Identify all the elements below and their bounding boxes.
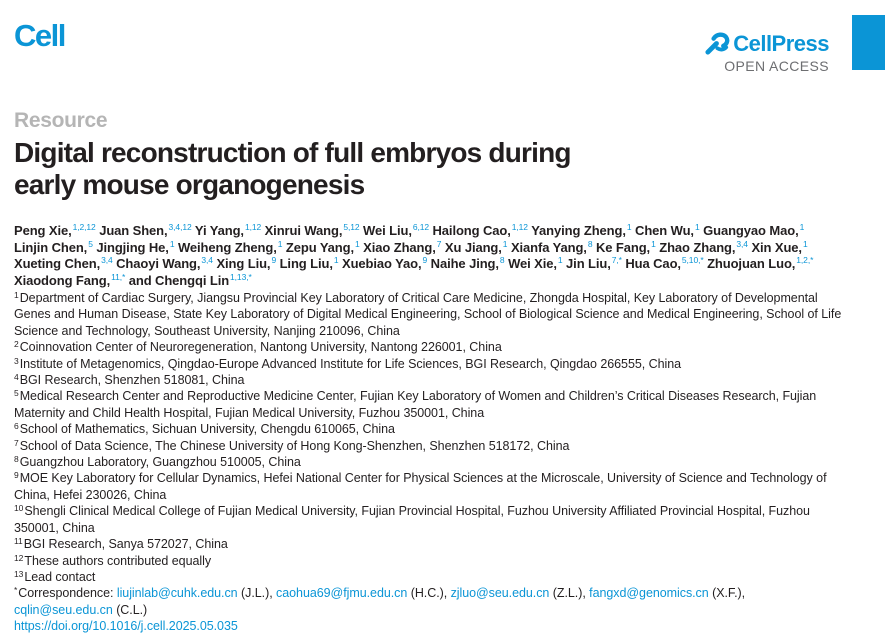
affiliation [14, 372, 844, 388]
publisher-name: CellPress [733, 31, 829, 56]
author [216, 256, 276, 271]
author [531, 223, 631, 238]
author-name: Yanying Zheng, [531, 223, 626, 238]
author-affiliation-marker: 9 [422, 255, 428, 265]
author-affiliation-marker: 1 [694, 222, 700, 232]
author [433, 223, 528, 238]
author-affiliation-marker: 1 [355, 238, 360, 249]
affiliation-marker: 10 [14, 503, 24, 514]
author-affiliation-marker: 1,12 [244, 222, 262, 232]
affiliation-marker: 11 [14, 536, 23, 547]
author-affiliation-marker: 1 [557, 255, 563, 265]
affiliation-marker: 5 [14, 388, 19, 399]
correspondence-initials: (X.F.), [708, 586, 746, 601]
affiliation [14, 503, 844, 536]
email-link[interactable]: liujinlab@cuhk.edu.cn [116, 586, 238, 601]
author-affiliation-marker: 1 [651, 238, 656, 249]
author [96, 240, 174, 255]
author-affiliation-marker: 1,13,* [230, 271, 252, 282]
author-name: Zepu Yang, [285, 239, 354, 255]
title-line: Digital reconstruction of full embryos during [14, 137, 571, 168]
author-affiliation-marker: 1 [169, 238, 175, 249]
author-name: Wei Liu, [363, 223, 412, 238]
author [707, 256, 813, 271]
author [566, 256, 622, 271]
email-link[interactable]: fangxd@genomics.cn [589, 586, 709, 601]
author-name: Hua Cao, [625, 256, 681, 271]
article-title [14, 137, 714, 201]
cellpress-logo-icon [703, 30, 730, 57]
title-line: early mouse organogenesis [14, 169, 365, 200]
affiliation-text: BGI Research, Sanya 572027, China [23, 537, 228, 552]
doi-link[interactable]: https://doi.org/10.1016/j.cell.2025.05.035 [14, 619, 238, 634]
author-affiliation-marker: 3,4 [101, 255, 113, 265]
affiliation-marker: 2 [14, 339, 19, 350]
affiliation-list [14, 290, 844, 635]
affiliation-text: Lead contact [24, 569, 96, 584]
correspondence-marker: * [14, 585, 18, 596]
author-name: Jingjing He, [96, 239, 169, 255]
affiliation [14, 569, 844, 585]
correspondence-initials: (C.L.) [112, 602, 148, 617]
corner-accent-bar [852, 15, 885, 70]
author-affiliation-marker: 1 [333, 255, 339, 265]
author [635, 223, 700, 238]
author-name: Juan Shen, [99, 223, 168, 238]
author-name: Xiaodong Fang, [14, 272, 111, 288]
author-affiliation-marker: 1 [799, 222, 805, 232]
author-affiliation-marker: 7 [436, 238, 442, 249]
affiliation [14, 454, 844, 470]
article-type: Resource [14, 109, 108, 132]
correspondence-initials: (Z.L.), [549, 586, 590, 601]
author-affiliation-marker: 8 [499, 255, 505, 265]
author-affiliation-marker: 1 [626, 222, 632, 232]
affiliation-text: Shengli Clinical Medical College of Fujian Medical University, Fujian Provincial Hospital, Fuzhou University Affiliated Provincial Hospital, Fuzhou 350001, China [14, 504, 810, 535]
author-affiliation-marker: 1 [277, 238, 283, 249]
author-affiliation-marker: 1,2,* [796, 255, 814, 265]
affiliation [14, 339, 844, 355]
affiliation-text: Guangzhou Laboratory, Guangzhou 510005, China [19, 455, 301, 470]
author-name: Jin Liu, [566, 256, 611, 271]
affiliation [14, 388, 844, 421]
correspondence-label: Correspondence: [18, 586, 117, 601]
affiliation-marker: 9 [14, 470, 19, 481]
affiliation-text: Medical Research Center and Reproductive Medicine Center, Fujian Key Laboratory of Women and Children’s Critical Diseases Research, Fujian Maternity and Child Health Hospital, Fujian Medical University, Fuzhou 350001, China [14, 389, 817, 420]
affiliation-text: School of Mathematics, Sichuan University, Chengdu 610065, China [19, 422, 395, 437]
author [99, 223, 191, 238]
author-name: Xiao Zhang, [363, 239, 436, 255]
affiliation-marker: 13 [14, 568, 24, 579]
author [659, 240, 748, 255]
author [751, 240, 807, 255]
author [14, 273, 125, 288]
author [265, 223, 360, 238]
author [363, 240, 441, 255]
author [508, 256, 562, 271]
author-name: Guangyao Mao, [703, 223, 799, 238]
author-affiliation-marker: 5,10,* [681, 255, 704, 265]
open-access-label: OPEN ACCESS [724, 58, 829, 74]
doi-line [14, 618, 844, 634]
author-name: Weiheng Zheng, [177, 239, 277, 255]
author-affiliation-marker: 3,4,12 [168, 222, 192, 232]
affiliation-text: School of Data Science, The Chinese University of Hong Kong-Shenzhen, Shenzhen 518172, China [19, 438, 570, 453]
author-affiliation-marker: 3,4 [736, 238, 748, 249]
author [431, 256, 505, 271]
author [14, 240, 93, 255]
author [625, 256, 703, 271]
author-affiliation-marker: 7,* [611, 255, 622, 265]
affiliation-marker: 6 [14, 421, 19, 432]
author [703, 223, 804, 238]
correspondence-initials: (H.C.), [407, 586, 451, 601]
affiliation-marker: 4 [14, 372, 19, 383]
author-name: Linjin Chen, [14, 239, 88, 255]
affiliation-text: These authors contributed equally [24, 553, 212, 568]
affiliation-marker: 7 [14, 437, 19, 448]
author-name: Chen Wu, [635, 223, 694, 238]
affiliation [14, 470, 844, 503]
author-affiliation-marker: 3,4 [201, 255, 213, 265]
journal-logo: Cell [14, 18, 65, 53]
author-name: Hailong Cao, [432, 223, 511, 238]
affiliation-marker: 12 [14, 552, 24, 563]
author-affiliation-marker: 5,12 [343, 222, 360, 232]
affiliation-text: BGI Research, Shenzhen 518081, China [19, 373, 245, 388]
affiliation [14, 421, 844, 437]
author-name: Xueting Chen, [14, 256, 101, 271]
email-link[interactable]: cqlin@seu.edu.cn [14, 602, 113, 617]
author-name: Chaoyi Wang, [116, 256, 201, 271]
affiliation [14, 536, 844, 552]
author [178, 240, 282, 255]
author-name: Wei Xie, [508, 256, 557, 271]
author-name: Zhao Zhang, [659, 239, 736, 255]
author [14, 223, 96, 238]
correspondence-initials: (J.L.), [237, 586, 277, 601]
author-affiliation-marker: 11,* [111, 271, 126, 282]
author-name: and Chengqi Lin [128, 272, 230, 288]
author [14, 256, 113, 271]
author-affiliation-marker: 9 [271, 255, 277, 265]
author [596, 240, 656, 255]
author-name: Ling Liu, [279, 256, 333, 271]
author-name: Xinrui Wang, [264, 223, 343, 238]
publisher-block [703, 30, 829, 74]
affiliation [14, 553, 844, 569]
author-name: Xu Jiang, [444, 239, 502, 255]
affiliation-text: Department of Cardiac Surgery, Jiangsu Provincial Key Laboratory of Critical Care Medicine, Zhongda Hospital, Key Laboratory of Developmental Genes and Human Disease, State Key Laboratory of Digital Medical Engineering, School of Biological Science and Medical Engineering, School of Life Science and Technology, Southeast University, Nanjing 210096, China [14, 291, 842, 338]
author-name: Naihe Jing, [430, 256, 499, 271]
author-affiliation-marker: 1 [802, 238, 808, 249]
author-list [14, 223, 874, 289]
author [280, 256, 339, 271]
author-name: Xing Liu, [216, 256, 271, 271]
affiliation [14, 290, 844, 339]
email-link[interactable]: zjluo@seu.edu.cn [450, 586, 550, 601]
author-affiliation-marker: 1,12 [511, 222, 528, 232]
affiliation [14, 356, 844, 372]
author [286, 240, 360, 255]
author-name: Xin Xue, [751, 239, 802, 255]
affiliation-text: Coinnovation Center of Neuroregeneration, Nantong University, Nantong 226001, China [19, 340, 502, 355]
author-affiliation-marker: 5 [88, 238, 93, 249]
author-affiliation-marker: 1 [502, 238, 508, 249]
affiliation [14, 438, 844, 454]
email-link[interactable]: caohua69@fjmu.edu.cn [276, 586, 408, 601]
correspondence [14, 585, 844, 618]
affiliation-text: Institute of Metagenomics, Qingdao-Europe Advanced Institute for Life Sciences, BGI Research, Qingdao 266555, China [19, 356, 681, 371]
author [342, 256, 427, 271]
author-name: Xuebiao Yao, [342, 256, 422, 271]
author [129, 273, 252, 288]
author-name: Zhuojuan Luo, [707, 256, 796, 271]
author-affiliation-marker: 6,12 [412, 222, 429, 232]
author-affiliation-marker: 8 [587, 238, 593, 249]
author [195, 223, 261, 238]
author [363, 223, 429, 238]
author [116, 256, 213, 271]
author [511, 240, 593, 255]
affiliation-text: MOE Key Laboratory for Cellular Dynamics, Hefei National Center for Physical Sciences at the Microscale, University of Science and Technology of China, Hefei 230026, China [14, 471, 827, 502]
author [445, 240, 508, 255]
affiliation-marker: 8 [14, 454, 19, 465]
author-name: Ke Fang, [595, 239, 651, 255]
author-name: Yi Yang, [194, 223, 244, 238]
affiliation-marker: 1 [14, 290, 19, 300]
author-name: Xianfa Yang, [510, 239, 587, 255]
author-name: Peng Xie, [14, 223, 72, 238]
affiliation-marker: 3 [14, 355, 19, 366]
author-affiliation-marker: 1,2,12 [72, 222, 96, 232]
